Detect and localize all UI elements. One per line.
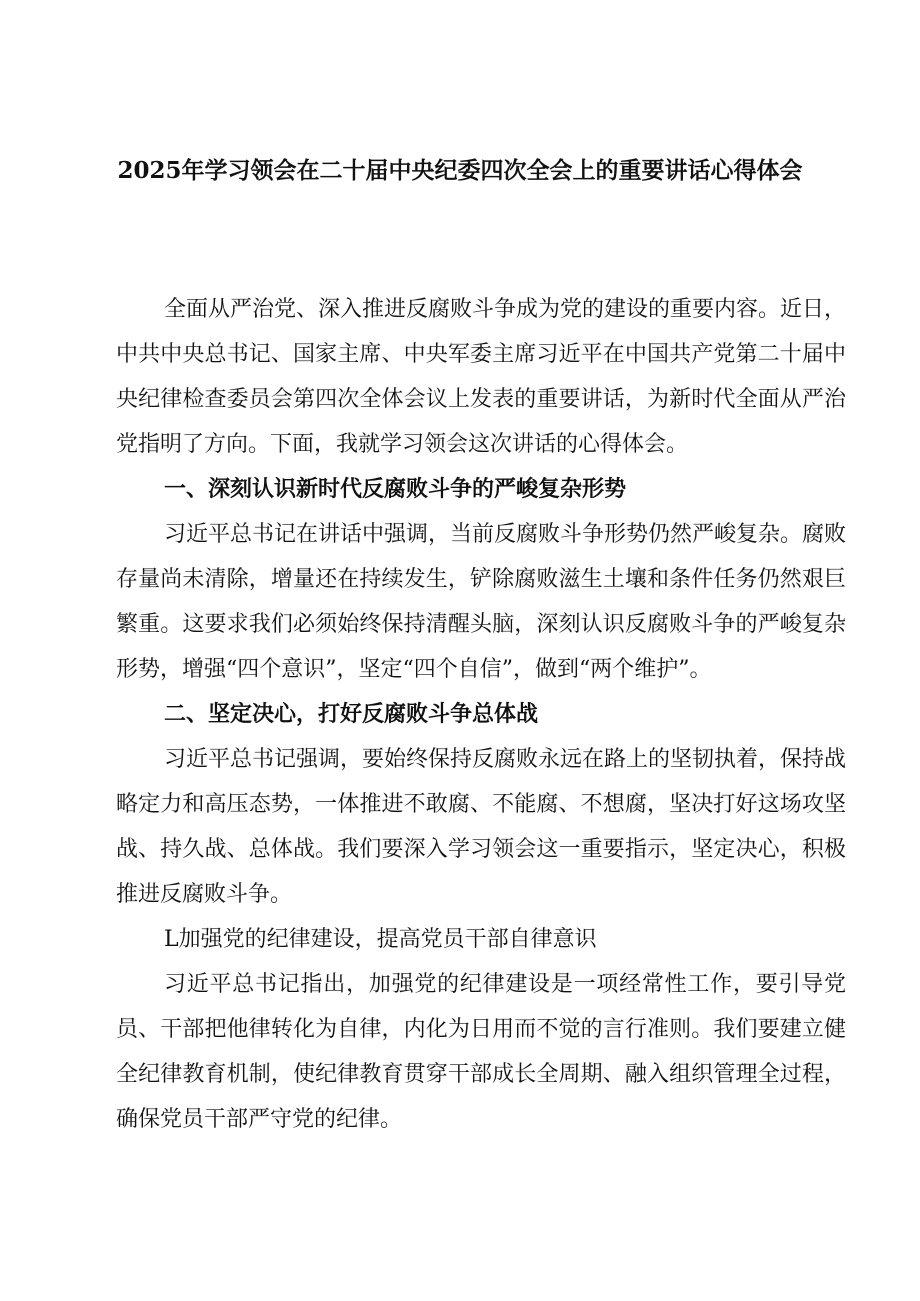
section-heading-1: 一、深刻认识新时代反腐败斗争的严峻复杂形势 xyxy=(164,476,627,502)
subsection-1-paragraph: 习近平总书记指出，加强党的纪律建设是一项经常性工作，要引导党员、干部把他律转化为自律，内化为日用而不觉的言行准则。我们要建立健全纪律教育机制，使纪律教育贯穿干部成长全周期、融入组织管理全过程，确保党员干部严守党的纪律。 xyxy=(116,972,846,1132)
intro-paragraph: 全面从严治党、深入推进反腐败斗争成为党的建设的重要内容。近日，中共中央总书记、国家主席、中央军委主席习近平在中国共产党第二十届中央纪律检查委员会第四次全体会议上发表的重要讲话，为新时代全面从严治党指明了方向。下面，我就学习领会这次讲话的心得体会。 xyxy=(116,297,847,457)
section-2-paragraph: 习近平总书记强调，要始终保持反腐败永远在路上的坚韧执着，保持战略定力和高压态势，一体推进不敢腐、不能腐、不想腐，坚决打好这场攻坚战、持久战、总体战。我们要深入学习领会这一重要指示，坚定决心，积极推进反腐败斗争。 xyxy=(116,747,847,907)
section-heading-2: 二、坚定决心，打好反腐败斗争总体战 xyxy=(164,701,539,727)
section-1-paragraph: 习近平总书记在讲话中强调，当前反腐败斗争形势仍然严峻复杂。腐败存量尚未清除，增量还在持续发生，铲除腐败滋生土壤和条件任务仍然艰巨繁重。这要求我们必须始终保持清醒头脑，深刻认识反腐败斗争的严峻复杂形势，增强“四个意识”，坚定“四个自信”，做到“两个维护”。 xyxy=(116,522,847,682)
document-title: 2025年学习领会在二十届中央纪委四次全会上的重要讲话心得体会 xyxy=(117,157,803,184)
subsection-heading-1: L加强党的纪律建设，提高党员干部自律意识 xyxy=(164,927,597,952)
document-body xyxy=(116,287,846,1142)
